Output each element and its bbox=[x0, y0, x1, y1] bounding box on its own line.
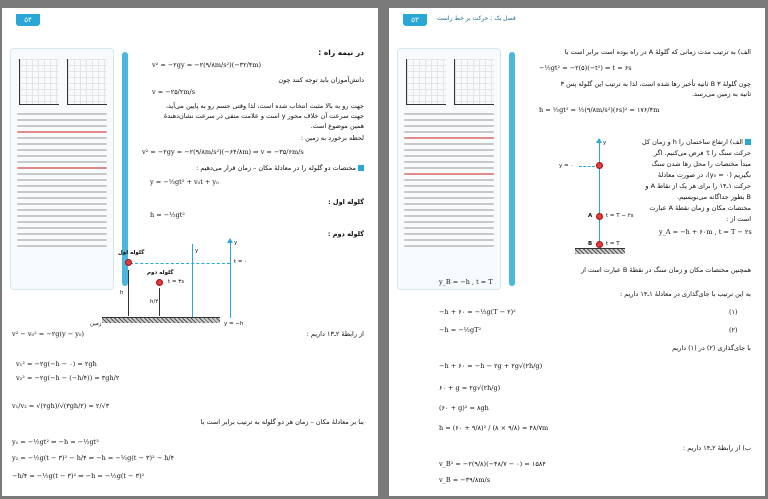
equation: −h + ۶۰ = −h − ۲g + ۲g√(۲h/g) bbox=[439, 362, 543, 370]
equation-number: (۱) bbox=[729, 308, 738, 316]
equation: (۶۰ + g)² = ۸gh bbox=[439, 404, 489, 412]
ball-two bbox=[156, 279, 163, 286]
margin-panel bbox=[397, 48, 501, 290]
equation: −h + ۶۰ = −½g(T − ۲)² bbox=[439, 308, 516, 316]
equation: h = ½gt² = ½(۹/۸m/s²)(۶s)² = ۱۷۶/۴m bbox=[539, 106, 660, 114]
page-number: ۵۳ bbox=[403, 14, 427, 26]
ground bbox=[575, 248, 625, 254]
height-label: h bbox=[120, 290, 124, 296]
paragraph: مبدأ مختصات را محل رها شدن سنگ bbox=[651, 160, 751, 168]
paragraph: است از : bbox=[726, 215, 751, 223]
equation: v² = −۲gy = −۲(۹/۸m/s²)(−۳۲/۴m) bbox=[152, 61, 262, 69]
equation: v² − v₀² = −۲g(y − y₀) bbox=[12, 330, 85, 338]
margin-notes bbox=[17, 113, 107, 251]
paragraph: چون گلولهٔ B ۳ ثانیه تأخیر رها شده است، لذا به ترتیب این گلوله پس ۳ bbox=[560, 80, 751, 88]
ground-label: زمین bbox=[90, 321, 102, 327]
label: گلوله دوم : bbox=[327, 230, 364, 238]
paragraph: از رابطهٔ ۲ـ۱۳ داریم : bbox=[306, 330, 364, 338]
equation: y_A = −h + ۶۰m , t = T − ۲s bbox=[659, 228, 752, 236]
section-heading: در نیمه راه : bbox=[318, 48, 364, 57]
paragraph: B بطور جداگانه می‌نویسیم. bbox=[677, 193, 751, 201]
time-label: t = T bbox=[606, 241, 620, 247]
paragraph: جهت سرعت آن خلاف محور y است و علامت منفی در سرعت نشان‌دهندهٔ bbox=[163, 112, 364, 120]
stone-start bbox=[596, 162, 603, 169]
margin-graph bbox=[406, 59, 446, 105]
paragraph: مختصات مکان و زمان نقطهٔ A عبارت bbox=[649, 204, 751, 212]
paragraph: حرکت سنگ را t′ فرض می‌کنیم. اگر bbox=[653, 149, 751, 157]
right-page bbox=[389, 8, 765, 496]
equation: y = −½gt² + v₀t + y₀ bbox=[150, 178, 219, 186]
origin-label: y = ۰ bbox=[559, 163, 574, 169]
time-label: t = ۰ bbox=[234, 259, 248, 265]
paragraph: ثانیه به زمین می‌رسد. bbox=[691, 90, 751, 98]
equation: −½gt² = −۲(۵)(−t²) ⇒ t = ۶s bbox=[539, 64, 632, 72]
equation: y₁ = −½gt² ⇒ −h = −½gt² bbox=[12, 438, 99, 446]
time-label: t = ۳s bbox=[168, 279, 185, 285]
label: گلوله اول : bbox=[328, 198, 364, 206]
stone-point-a bbox=[596, 213, 603, 220]
margin-notes bbox=[404, 113, 494, 251]
paragraph: حرکت ۱ـ۱۴ را برای هر یک از نقاط A و bbox=[645, 182, 751, 190]
ball-one bbox=[125, 259, 132, 266]
axis-label: y bbox=[603, 140, 607, 146]
equation: v_B ≈ −۳۹/۸m/s bbox=[439, 476, 491, 484]
axis-label: y bbox=[234, 240, 238, 246]
point-b-label: B bbox=[588, 241, 593, 247]
axis-label: y bbox=[195, 248, 199, 254]
equation: v₁² = −۲g(−h − ۰) = ۲gh bbox=[16, 360, 97, 368]
chapter-title: فصل یک : حرکت بر خط راست bbox=[437, 15, 516, 22]
equation: ۶۰ + g = ۲g√(۲h/g) bbox=[439, 384, 501, 392]
equation: −h/۴ = −½g(t − ۳)² ⇒ −h = −½g(t − ۳)² bbox=[12, 472, 145, 480]
margin-graph bbox=[19, 59, 59, 105]
ground bbox=[102, 317, 220, 323]
paragraph: دانش‌آموزان باید توجه کنند چون bbox=[278, 76, 364, 84]
margin-graph bbox=[67, 59, 107, 105]
equation: v_B² = −۲(۹/۸)(−۴۸/۷ − ۰) = ۱۵۸۴ bbox=[439, 460, 546, 468]
equation: h = −½gt² bbox=[150, 211, 185, 219]
quarter-height-label: h/۴ bbox=[150, 299, 159, 305]
margin-strip bbox=[509, 52, 515, 286]
equation: v² = −۲gy = −۲(۹/۸m/s²)(−۶۴/۸m) ⇒ v = −۳۵/۶m/s bbox=[142, 148, 304, 156]
equation: v ≈ −۲۵/۲m/s bbox=[152, 88, 196, 96]
paragraph: به این ترتیب با جای‌گذاری در معادلهٔ ۱ـ۱۴ داریم : bbox=[620, 290, 751, 298]
paragraph: الف) ارتفاع ساختمان را h و زمان کل bbox=[642, 138, 751, 147]
paragraph: با جای‌گذاری (۲) در (۱) داریم bbox=[672, 344, 751, 352]
equation: v₁/v₂ = √(۲gh)/√(۳gh/۲) = ۲/√۳ bbox=[12, 402, 110, 410]
paragraph: بنا بر معادلهٔ مکان – زمان هر دو گلوله به ترتیب برابر است با bbox=[200, 418, 364, 426]
paragraph: ب) از رابطهٔ ۲ـ۱۴ داریم : bbox=[682, 444, 751, 452]
page-number: ۵۴ bbox=[16, 14, 40, 26]
paragraph: بگیریم (y₀ = ۰)، در صورت معادلهٔ bbox=[657, 171, 751, 179]
margin-graph bbox=[454, 59, 494, 105]
equation: y_B = −h , t = T bbox=[439, 278, 493, 286]
ball-two-label: گلوله دوم bbox=[147, 270, 174, 276]
paragraph: همین موضوع است. bbox=[310, 122, 364, 130]
equation: y₂ = −½g(t − ۳)² − h/۴ ⇒ −h = −½g(t − ۳)² − h/۴ bbox=[12, 454, 175, 462]
paragraph: مختصات دو گلوله را در معادلهٔ مکان – زمان قرار می‌دهیم : bbox=[196, 164, 364, 173]
paragraph: همچنین مختصات مکان و زمان سنگ در نقطهٔ B عبارت است از bbox=[581, 266, 751, 274]
margin-panel bbox=[10, 48, 114, 290]
paragraph: جهت رو به بالا مثبت انتخاب شده است، لذا وقتی جسم رو به پایین می‌آید، bbox=[165, 102, 364, 110]
equation: −h = −½gT² bbox=[439, 326, 482, 334]
time-label: t = T − ۲s bbox=[606, 213, 634, 219]
ball-one-label: گلوله اول bbox=[118, 250, 145, 256]
position-label: y = −h bbox=[224, 321, 244, 327]
paragraph: الف) به ترتیب مدت زمانی که گلولهٔ A در راه بوده است برابر است با bbox=[564, 48, 751, 56]
paragraph: لحظه برخورد به زمین : bbox=[300, 134, 364, 142]
equation-number: (۲) bbox=[729, 326, 738, 334]
equation: v₂² = −۲g(−h − (−h/۴)) = ۳gh/۲ bbox=[16, 374, 120, 382]
stone-point-b bbox=[596, 241, 603, 248]
point-a-label: A bbox=[588, 213, 593, 219]
equation: h = (۶۰ + ۹/۸)² / (۸ × ۹/۸) ≈ ۴۸/۷m bbox=[439, 424, 549, 432]
left-page bbox=[2, 8, 378, 496]
